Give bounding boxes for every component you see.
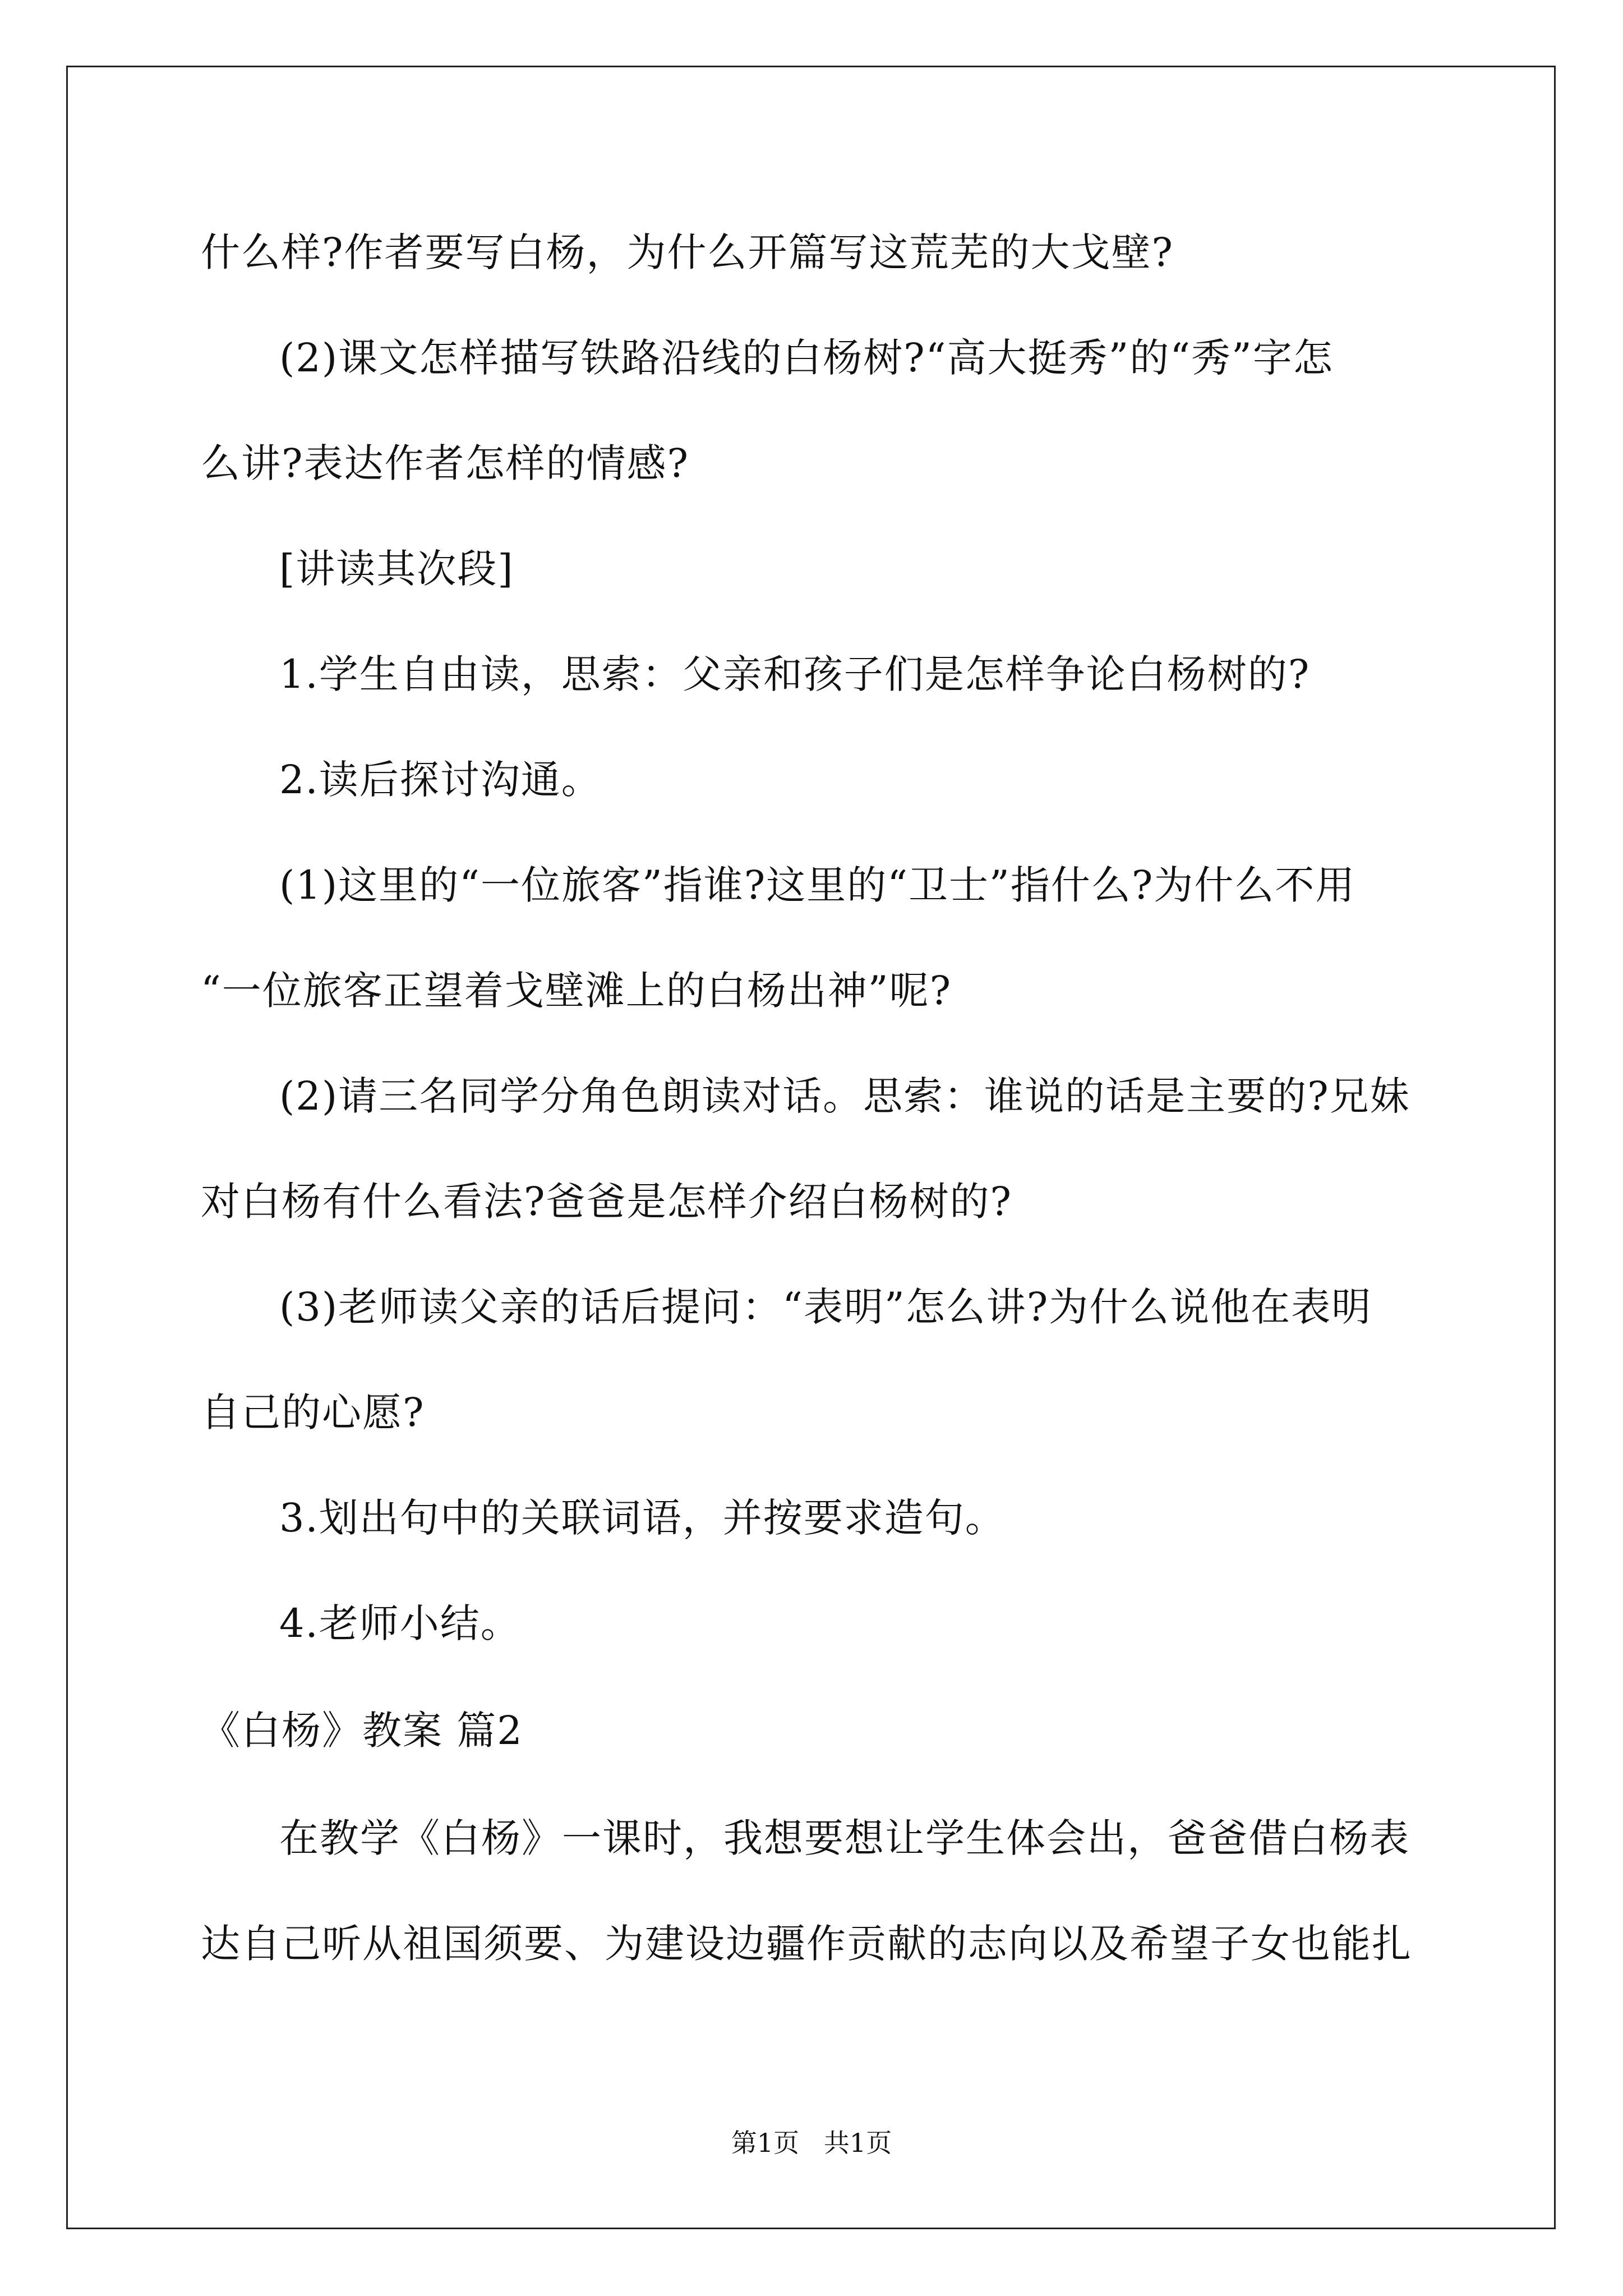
text-line-12: 自己的心愿? <box>201 1389 425 1435</box>
text-line-10: 对白杨有什么看法?爸爸是怎样介绍白杨树的? <box>201 1179 1013 1225</box>
page-footer: 第1页 共1页 <box>731 2128 892 2158</box>
text-line-6: 2.读后探讨沟通。 <box>279 757 602 803</box>
text-line-7: (1)这里的“一位旅客”指谁?这里的“卫士”指什么?为什么不用 <box>279 862 1356 908</box>
text-line-13: 3.划出句中的关联词语，并按要求造句。 <box>279 1495 1006 1541</box>
text-line-17: 达自己听从祖国须要、为建设边疆作贡献的志向以及希望子女也能扎 <box>201 1921 1412 1967</box>
section-heading: [讲读其次段] <box>279 546 514 592</box>
text-line-11: (3)老师读父亲的话后提问：“表明”怎么讲?为什么说他在表明 <box>279 1284 1372 1330</box>
text-line-16: 在教学《白杨》一课时，我想要想让学生体会出，爸爸借白杨表 <box>279 1815 1410 1861</box>
text-line-14: 4.老师小结。 <box>279 1600 521 1646</box>
article-title: 《白杨》教案 篇2 <box>201 1708 523 1754</box>
text-line-9: (2)请三名同学分角色朗读对话。思索：谁说的话是主要的?兄妹 <box>279 1073 1410 1119</box>
text-line-5: 1.学生自由读，思索：父亲和孩子们是怎样争论白杨树的? <box>279 651 1311 697</box>
text-line-1: 什么样?作者要写白杨，为什么开篇写这荒芜的大戈壁? <box>201 229 1174 275</box>
text-line-8: “一位旅客正望着戈壁滩上的白杨出神”呢? <box>201 968 952 1014</box>
text-line-3: 么讲?表达作者怎样的情感? <box>201 440 690 486</box>
text-line-2: (2)课文怎样描写铁路沿线的白杨树?“高大挺秀”的“秀”字怎 <box>279 335 1334 381</box>
page-border <box>66 66 1556 2229</box>
